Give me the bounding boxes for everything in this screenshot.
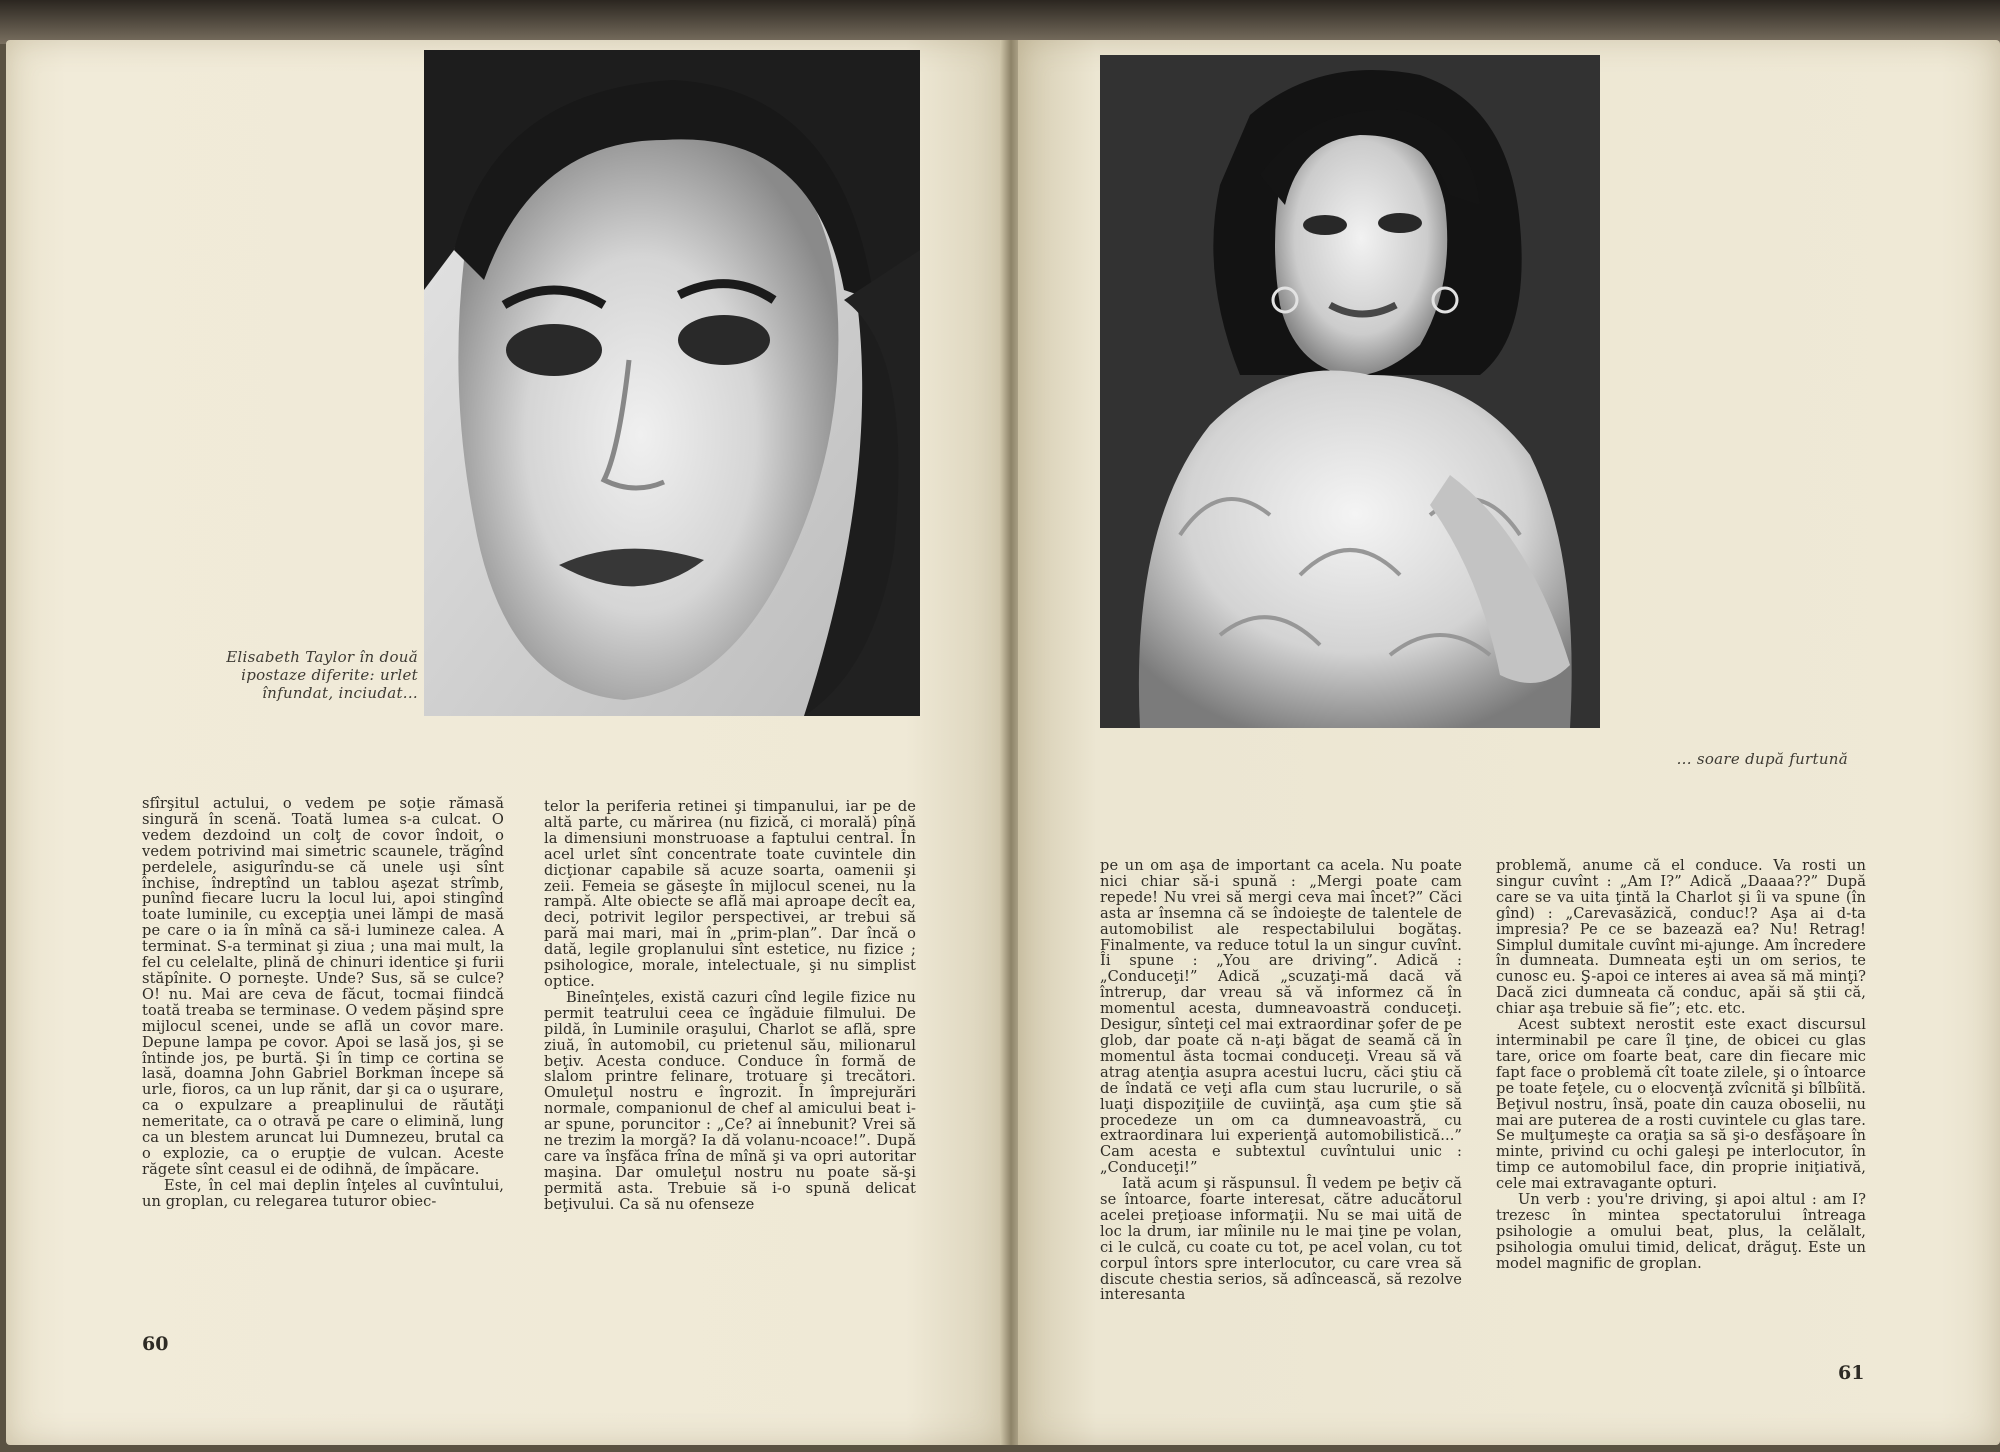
- paragraph: Acest subtext nerostit este exact discursul interminabil pe care îl ţine, de obicei cu glas tare, orice om foarte beat, care din fiecare mic fapt face o problemă cît toate zilele, şi o întoarce pe toate feţele, cu o elocvenţă zvîcnită şi bîlbîită. Beţivul nostru, însă, poate din cauza oboselii, nu mai are puterea de a rosti cuvintele cu glas tare. Se mulţumeşte ca oraţia sa să şi-o desfăşoare în minte, privind cu ochi galeşi pe interlocutor, în timp ce automobilul face, din proprie iniţiativă, cele mai extravagante opturi.: [1496, 1016, 1866, 1193]
- paragraph: sfîrşitul actului, o vedem pe soţie rămasă singură în scenă. Toată lumea s-a culcat. O vedem dezdoind un colţ de covor îndoit, o vedem potrivind mai simetric scaunele, trăgînd perdelele, asigurîndu-se că unele uşi sînt închise, îndreptînd un tablou aşezat strîmb, punînd fiecare lucru la locul lui, apoi stingînd toate luminile, cu excepţia unei lămpi de masă pe care o ia în mînă ca să-i lumineze calea. A terminat. S-a terminat şi ziua ; una mai mult, la fel cu celelalte, plină de chinuri identice şi furii stăpînite. O porneşte. Unde? Sus, să se culce? O! nu. Mai are ceva de făcut, tocmai fiindcă toată treaba se terminase. O vedem păşind spre mijlocul scenei, unde se află un covor mare. Depune lampa pe covor. Apoi se lasă jos, şi se întinde jos, pe burtă. Şi în timp ce cortina se lasă, doamna John Gabriel Borkman începe să urle, fioros, ca un lup rănit, dar şi ca o uşurare, ca o expulzare a preaplinului de răutăţi nemeritate, ca o otravă pe care o elimină, lung ca un blestem aruncat lui Dumnezeu, brutal ca o explozie, ca o erupţie de vulcan. Aceste răgete sînt ceasul ei de odihnă, de împăcare.: [142, 795, 504, 1178]
- right-page: [1018, 40, 2000, 1445]
- paragraph: pe un om aşa de important ca acela. Nu poate nici chiar să-i spună : „Mergi poate cam repede! Nu vrei să mergi ceva mai încet?” Căci asta ar însemna că se îndoieşte de talentele de automobilist ale respectabilului bogătaş. Finalmente, va reduce totul la un singur cuvînt. Îi spune : „You are driving”. Adică : „Conduceţi!” Adică „scuzaţi-mă dacă vă întrerup, dar vreau să vă informez că în momentul acesta, dumneavoastră conduceţi. Desigur, sînteţi cel mai extraordinar şofer de pe glob, dar poate că n-aţi băgat de seamă că în momentul ăsta tocmai conduceţi. Vreau să vă atrag atenţia asupra acestui lucru, căci ştiu că de îndată ce veţi afla cum stau lucrurile, o să luaţi dispoziţiile de cuviinţă, aşa cum ştie să procedeze un om ca dumneavoastră, cu extraordinara lui experienţă automobilistică...” Cam acesta e subtextul cuvîntului unic : „Conduceţi!”: [1100, 857, 1462, 1177]
- page-number-right: 61: [1838, 1362, 1865, 1384]
- portrait-photo-right: [1100, 55, 1600, 728]
- paragraph: Este, în cel mai deplin înţeles al cuvîntului, un groplan, cu relegarea tuturor obiec-: [142, 1176, 504, 1210]
- paragraph: Bineînţeles, există cazuri cînd legile fizice nu permit teatrului ceea ce îngăduie filmului. De pildă, în Luminile oraşului, Charlot se află, spre ziuă, în automobil, cu prietenul său, milionarul beţiv. Acesta conduce. Conduce în formă de slalom printre felinare, trotuare şi trecători. Omuleţul nostru e îngrozit. În împrejurări normale, companionul de chef al amicului beat i-ar spune, poruncitor : „Ce? ai înnebunit? Vrei să ne trezim la morgă? Ia dă volanu-ncoace!”. După care va înşfăca frîna de mînă şi va opri autoritar maşina. Dar omuleţul nostru nu poate să-şi permită asta. Trebuie să i-o spună delicat beţivului. Ca să nu ofenseze: [544, 988, 916, 1213]
- book-top-edge: [0, 0, 2000, 44]
- page-number-left: 60: [142, 1333, 169, 1355]
- paragraph: telor la periferia retinei şi timpanului, iar pe de altă parte, cu mărirea (nu fizică, ci morală) pînă la dimensiuni monstruoase a faptului central. În acel urlet sînt concentrate toate cuvintele din dicţionar capabile să acuze soarta, oamenii şi zeii. Femeia se găseşte în mijlocul scenei, nu la rampă. Alte obiecte se află mai aproape decît ea, deci, potrivit legilor perspectivei, ar trebui să pară mai mari, mai în „prim-plan”. Dar încă o dată, legile groplanului sînt estetice, nu fizice ; psihologice, morale, intelectuale, şi nu simplist optice.: [544, 798, 916, 990]
- paragraph: problemă, anume că el conduce. Va rosti un singur cuvînt : „Am I?” Adică „Daaaa??” După care se va uita ţintă la Charlot şi îi va spune (în gînd) : „Carevasăzică, conduc!? Aşa ai d-ta impresia? Pe ce se bazează ea? Nu! Retrag! Simplul dumitale cuvînt mi-ajunge. Am încredere în dumneata. Dumneata eşti un om serios, te cunosc eu. Ş-apoi ce interes ai avea să mă minţi? Dacă zici dumneata că conduc, apăi să ştii că, chiar aşa trebuie să fie”; etc. etc.: [1496, 857, 1866, 1018]
- text-column-right-2: [1496, 858, 1866, 1272]
- paragraph: Iată acum şi răspunsul. Îl vedem pe beţiv că se întoarce, foarte interesat, către aducătorul acelei preţioase informaţii. Nu se mai uită de loc la drum, iar mîinile nu le mai ţine pe volan, ci le culcă, cu coate cu tot, pe acel volan, cu tot corpul întors spre interlocutor, cu care vrea să discute chestia serios, să adîncească, să rezolve interesanta: [1100, 1175, 1462, 1304]
- photo-caption-left: Elisabeth Taylor în două ipostaze diferite: urlet înfundat, inciudat...: [226, 648, 418, 702]
- photo-caption-right: ... soare după furtună: [1676, 750, 1848, 768]
- text-column-left-2: [544, 799, 916, 1213]
- text-column-left-1: [142, 796, 504, 1210]
- left-page: [6, 40, 1006, 1445]
- paragraph: Un verb : you're driving, şi apoi altul : am I? trezesc în mintea spectatorului întreaga psihologie a omului beat, plus, la celălalt, psihologia omului timid, delicat, drăguţ. Este un model magnific de groplan.: [1496, 1191, 1866, 1272]
- text-column-right-1: [1100, 858, 1462, 1303]
- portrait-photo-left: [424, 50, 920, 716]
